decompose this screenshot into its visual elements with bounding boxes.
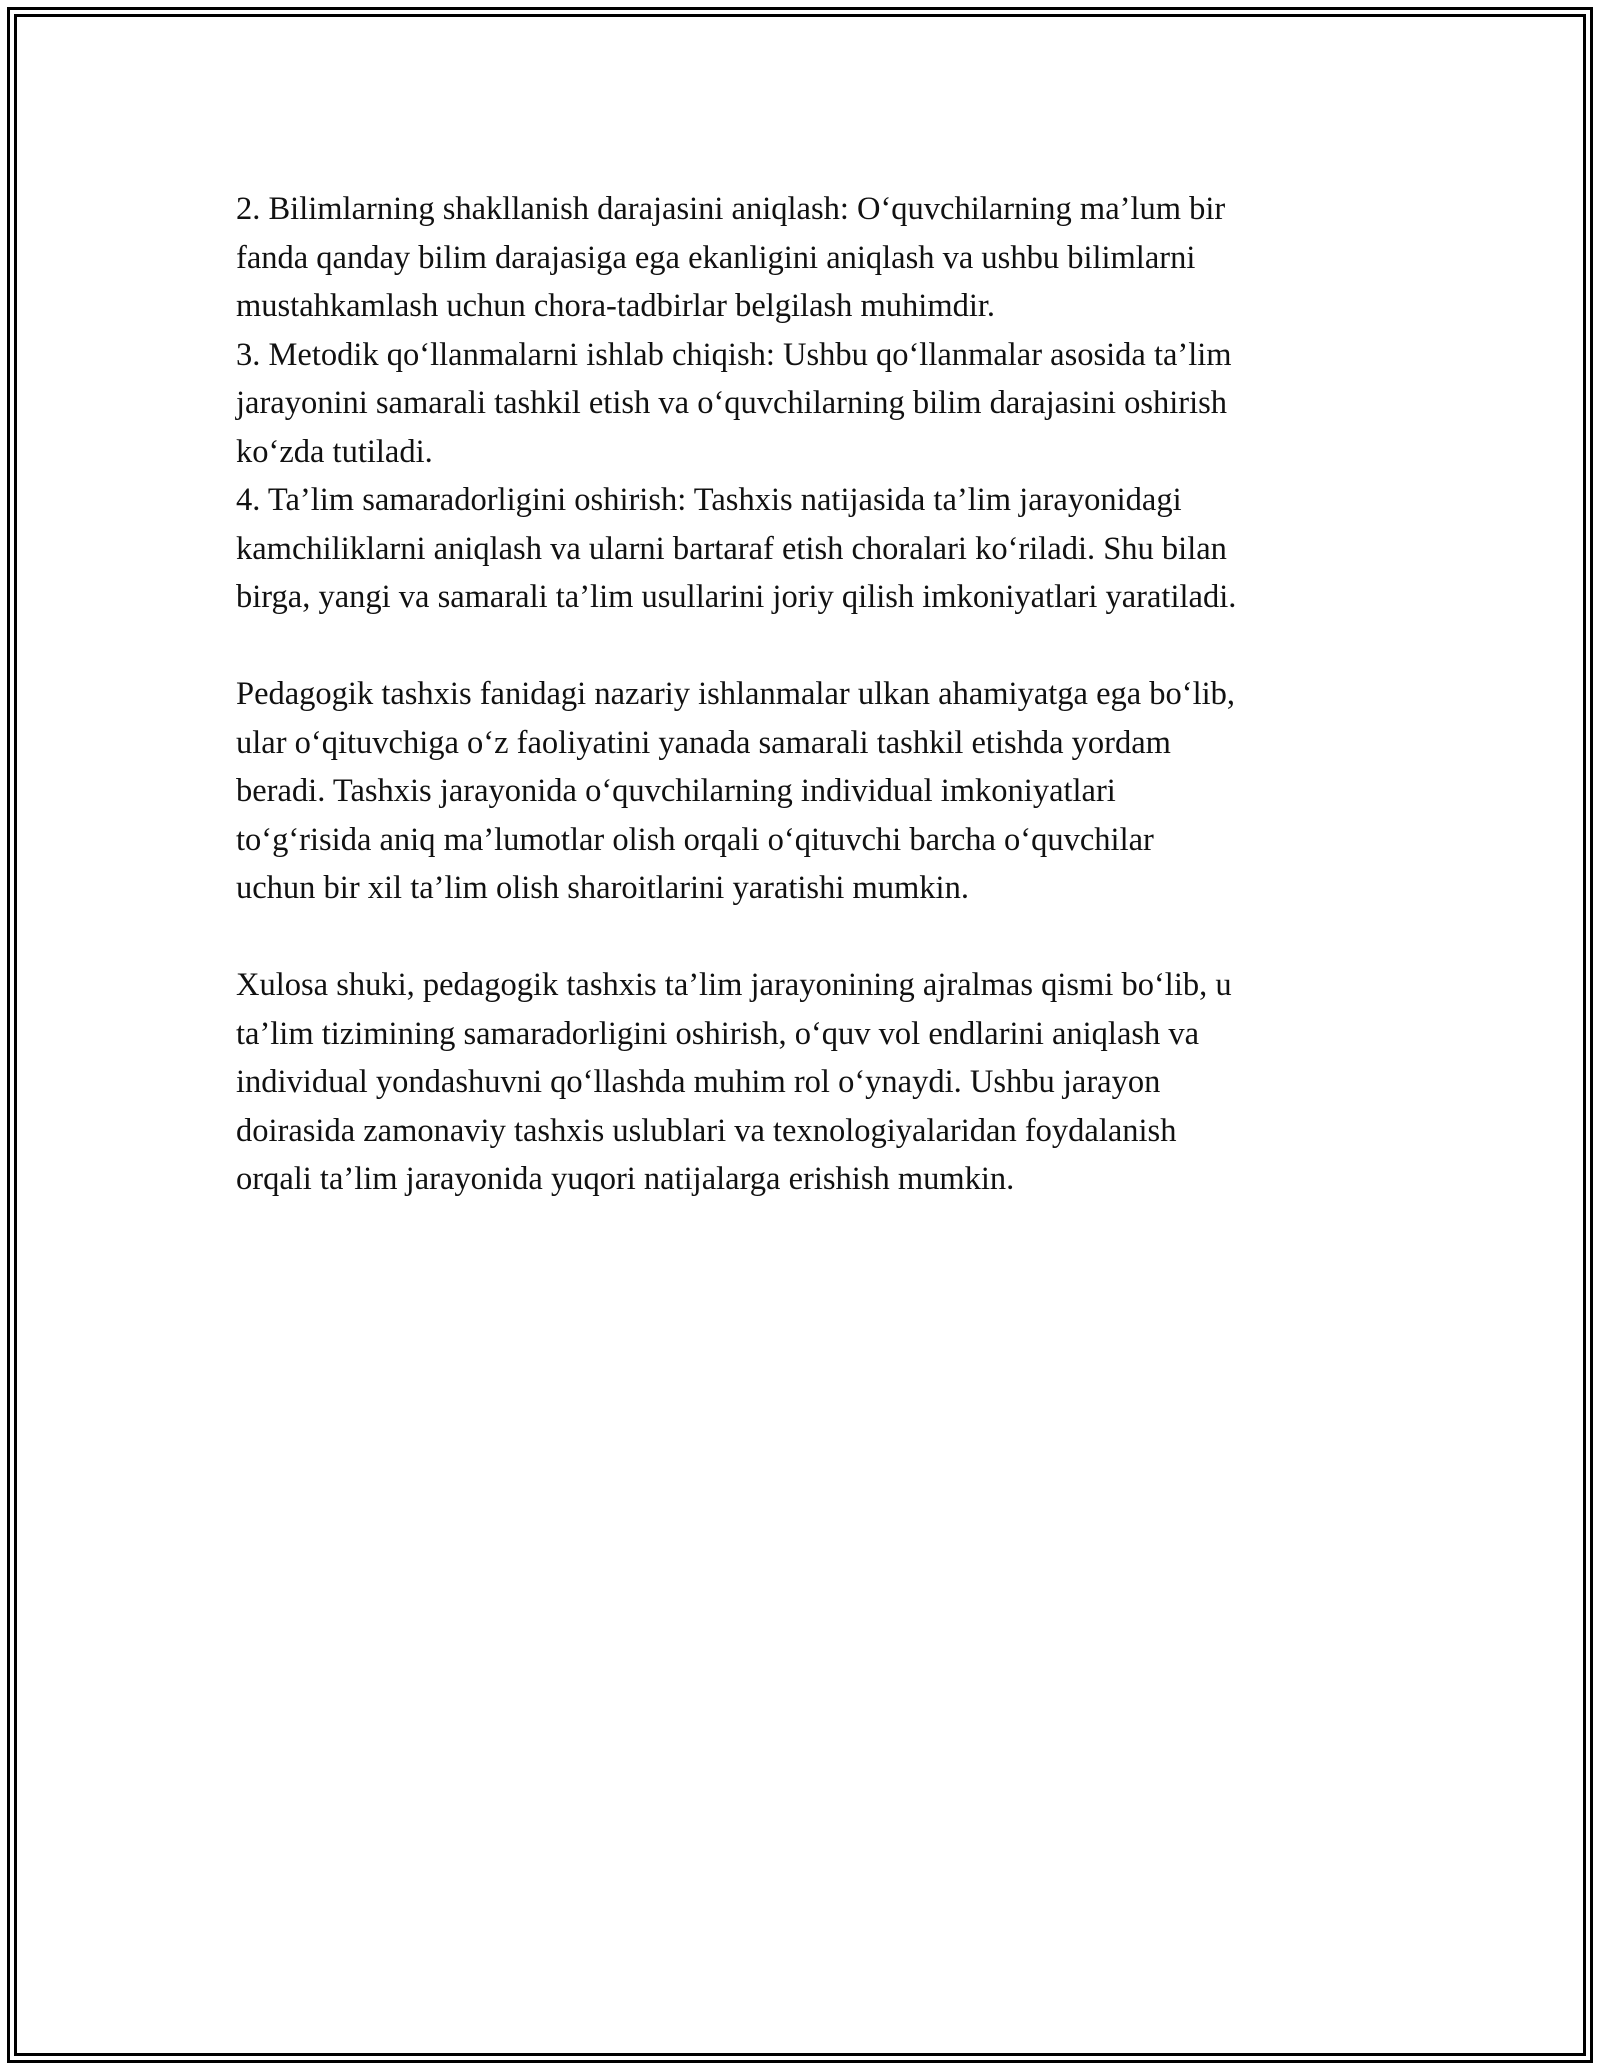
text-line: individual yondashuvni qo‘llashda muhim rol o‘ynaydi. Ushbu jarayon [236, 1064, 1161, 1100]
text-line: ta’lim tizimining samaradorligini oshirish, o‘quv vol endlarini aniqlash va [236, 1015, 1200, 1052]
paragraph-conclusion [236, 961, 1376, 1204]
text-line: fanda qanday bilim darajasiga ega ekanligini aniqlash va ushbu bilimlarni [236, 239, 1196, 276]
text-line: beradi. Tashxis jarayonida o‘quvchilarning individual imkoniyatlari [236, 773, 1116, 809]
text-line: 4. Ta’lim samaradorligini oshirish: Tashxis natijasida ta’lim jarayonidagi [236, 482, 1182, 518]
list-item-4 [236, 476, 1376, 622]
text-line: doirasida zamonaviy tashxis uslublari va texnologiyalaridan foydalanish [236, 1112, 1177, 1149]
text-line: Xulosa shuki, pedagogik tashxis ta’lim jarayonining ajralmas qismi bo‘lib, u [236, 967, 1232, 1003]
text-line: mustahkamlash uchun chora-tadbirlar belgilash muhimdir. [236, 288, 996, 324]
list-item-3 [236, 331, 1376, 477]
text-line: orqali ta’lim jarayonida yuqori natijalarga erishish mumkin. [236, 1161, 1015, 1197]
text-line: ular o‘qituvchiga o‘z faoliyatini yanada samarali tashkil etishda yordam [236, 724, 1171, 761]
text-line: jarayonini samarali tashkil etish va o‘quvchilarning bilim darajasini oshirish [236, 385, 1228, 421]
paragraph-theory [236, 670, 1376, 913]
text-line: Pedagogik tashxis fanidagi nazariy ishlanmalar ulkan ahamiyatga ega bo‘lib, [236, 676, 1236, 712]
text-line: ko‘zda tutiladi. [236, 433, 433, 470]
text-line: uchun bir xil ta’lim olish sharoitlarini yaratishi mumkin. [236, 870, 969, 906]
document-body [236, 185, 1376, 1204]
list-item-2 [236, 185, 1376, 331]
text-line: kamchiliklarni aniqlash va ularni bartaraf etish choralari ko‘riladi. Shu bilan [236, 530, 1227, 567]
text-line: to‘g‘risida aniq ma’lumotlar olish orqali o‘qituvchi barcha o‘quvchilar [236, 821, 1154, 858]
text-line: 3. Metodik qo‘llanmalarni ishlab chiqish: Ushbu qo‘llanmalar asosida ta’lim [236, 336, 1232, 373]
text-line: 2. Bilimlarning shakllanish darajasini aniqlash: O‘quvchilarning ma’lum bir [236, 191, 1226, 227]
text-line: birga, yangi va samarali ta’lim usullarini joriy qilish imkoniyatlari yaratiladi. [236, 579, 1237, 615]
